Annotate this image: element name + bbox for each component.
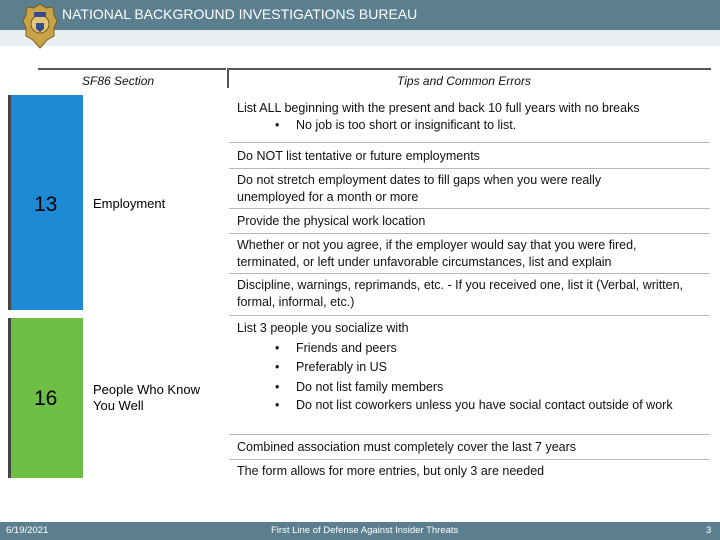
section-16-number: 16 — [34, 387, 58, 410]
section-divider — [229, 315, 710, 316]
tip-16-1-text: List 3 people you socialize with — [237, 321, 409, 335]
tip-13-2-text: Do NOT list tentative or future employments — [237, 149, 480, 163]
footer-tagline: First Line of Defense Against Insider Threats — [271, 525, 459, 536]
tip-separator — [229, 208, 710, 209]
tip-13-6 — [229, 277, 699, 311]
tip-separator — [229, 434, 710, 435]
tip-16-1-bullet-1: • Friends and peers — [275, 340, 397, 355]
tip-13-4-text: Provide the physical work location — [237, 214, 426, 228]
tip-13-4 — [229, 213, 710, 230]
header-strip — [0, 30, 720, 46]
footer-bar — [0, 522, 720, 540]
column-header-section — [38, 68, 226, 88]
tip-16-2-text: Combined association must completely cover the last 7 years — [237, 440, 577, 454]
tip-separator — [229, 168, 710, 169]
column-header-tips-label: Tips and Common Errors — [397, 74, 531, 88]
tip-separator — [229, 142, 710, 143]
tip-16-1-bullet-3: • Do not list family members — [275, 379, 444, 394]
footer-date: 6/19/2021 — [6, 525, 49, 536]
tip-13-3-text: Do not stretch employment dates to fill gaps when you were really unemployed for a month or more — [237, 173, 602, 204]
footer-page-number: 3 — [706, 525, 712, 536]
tip-16-1-bullet-2: • Preferably in US — [275, 360, 388, 374]
tip-separator — [229, 459, 710, 460]
tip-13-1 — [229, 100, 710, 134]
section-13-name: Employment — [93, 196, 166, 211]
tip-16-1 — [229, 319, 710, 414]
column-header-section-label: SF86 Section — [82, 74, 155, 88]
tip-separator — [229, 233, 710, 234]
nbib-badge-icon — [22, 2, 58, 52]
tip-separator — [229, 273, 710, 274]
tip-13-5-text: Whether or not you agree, if the employer would say that you were fired, terminated, or left under unfavorable circumstances, list and explain — [237, 238, 637, 269]
tip-13-6-text: Discipline, warnings, reprimands, etc. - If you received one, list it (Verbal, written, formal, informal, etc.) — [237, 278, 684, 309]
tip-16-3-text: The form allows for more entries, but only 3 are needed — [237, 464, 545, 478]
tip-13-5 — [229, 237, 699, 271]
tip-13-2 — [229, 148, 710, 165]
section-16-name: People Who Know You Well — [93, 382, 200, 413]
tip-16-3 — [229, 463, 710, 480]
tip-16-2 — [229, 439, 710, 456]
column-header-tips — [227, 68, 711, 88]
tip-13-3 — [229, 172, 669, 206]
tip-13-1-text: List ALL beginning with the present and back 10 full years with no breaks — [237, 101, 640, 115]
section-13-number: 13 — [34, 193, 58, 216]
header-title: NATIONAL BACKGROUND INVESTIGATIONS BUREAU — [62, 6, 418, 22]
tip-16-1-bullet-4: • Do not list coworkers unless you have social contact outside of work — [275, 398, 673, 412]
header-bar — [0, 0, 720, 30]
tip-13-1-bullet-1: • No job is too short or insignificant to list. — [275, 118, 517, 132]
